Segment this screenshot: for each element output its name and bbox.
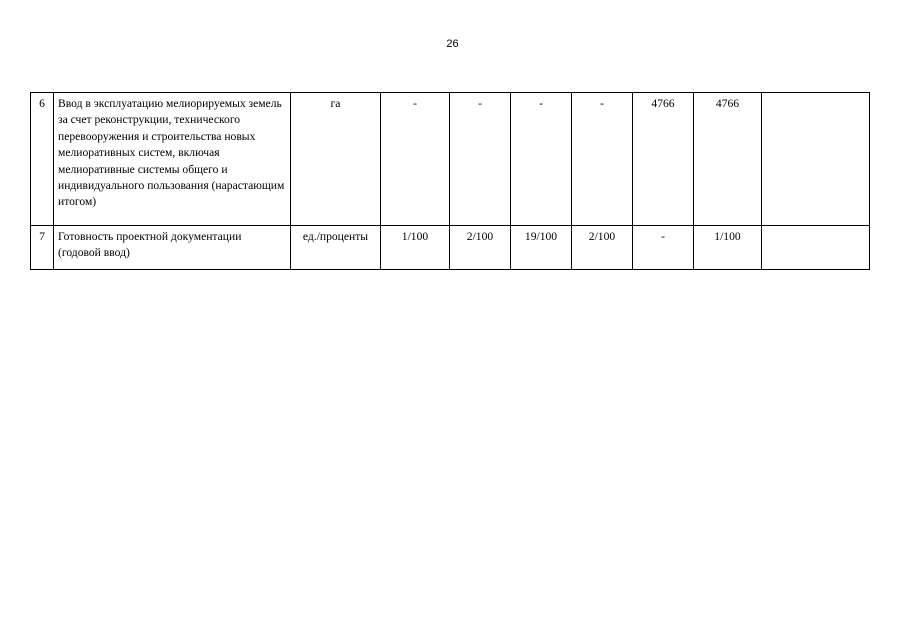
indicators-table xyxy=(30,92,870,270)
value-cell: 4766 xyxy=(694,93,762,226)
value-cell: 1/100 xyxy=(694,226,762,270)
value-cell: - xyxy=(511,93,572,226)
value-cell: 19/100 xyxy=(511,226,572,270)
value-cell: 2/100 xyxy=(572,226,633,270)
row-number-cell: 7 xyxy=(31,226,54,270)
value-cell: - xyxy=(572,93,633,226)
row-number-cell: 6 xyxy=(31,93,54,226)
unit-cell: ед./проценты xyxy=(291,226,381,270)
value-cell: 4766 xyxy=(633,93,694,226)
value-cell xyxy=(762,226,870,270)
value-cell: 2/100 xyxy=(450,226,511,270)
page-number: 26 xyxy=(446,38,459,50)
indicator-name-cell: Готовность проектной документации (годовой ввод) xyxy=(54,226,291,270)
table-row xyxy=(31,226,870,270)
table-row xyxy=(31,93,870,226)
value-cell: 1/100 xyxy=(381,226,450,270)
unit-cell: га xyxy=(291,93,381,226)
indicator-name-cell: Ввод в эксплуатацию мелиорируемых земель за счет реконструкции, технического перевооружения и строительства новых мелиоративных систем, включая мелиоративные системы общего и индивидуального пользования (нарастающим итогом) xyxy=(54,93,291,226)
value-cell: - xyxy=(633,226,694,270)
value-cell xyxy=(762,93,870,226)
value-cell: - xyxy=(450,93,511,226)
value-cell: - xyxy=(381,93,450,226)
